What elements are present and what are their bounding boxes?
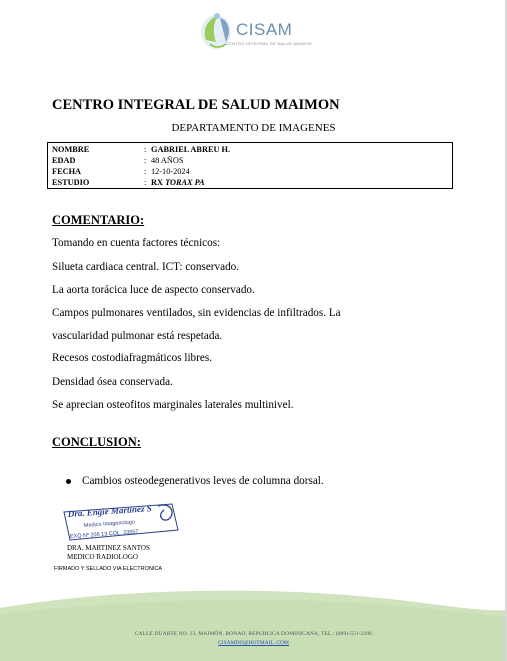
comment-heading: COMENTARIO: (52, 213, 145, 227)
comment-line: Campos pulmonares ventilados, sin evidencias de infiltrados. La (52, 307, 341, 319)
logo-wordmark: CISAM (236, 20, 293, 39)
comment-line: Se aprecian osteofitos marginales laterales multinivel. (52, 399, 294, 411)
logo-subtitle: CENTRO INTEGRAL DE SALUD MAIMON (226, 41, 312, 46)
comment-line: Silueta cardiaca central. ICT: conservado. (52, 261, 240, 273)
doctor-title: MEDICO RADIOLOGO (67, 553, 138, 561)
footer-address: CALLE DUARTE NO. 13, MAIMÓN, BONAO, REPUBLICA DOMINICANA, TEL.: (809)-551-2196 (134, 631, 373, 637)
cisam-logo (192, 8, 322, 54)
clinic-title: CENTRO INTEGRAL DE SALUD MAIMON (52, 97, 340, 113)
conclusion-heading: CONCLUSION: (52, 435, 141, 449)
patient-info-box: NOMBRE : GABRIEL ABREU H. EDAD : 48 AÑOS FECHA : 12-10-2024 ESTUDIO : RX TORAX PA (47, 142, 453, 189)
footer-email (0, 640, 507, 646)
comment-line: Tomando en cuenta factores técnicos: (52, 237, 221, 249)
comment-line: vascularidad pulmonar está respetada. (52, 330, 223, 342)
footer-wave (0, 580, 507, 661)
doctor-name: DRA. MARTINEZ SANTOS (67, 544, 150, 552)
signature-note: FIRMADO Y SELLADO VIA ELECTRONICA (54, 566, 162, 572)
doctor-stamp (60, 500, 180, 542)
conclusion-item: Cambios osteodegenerativos leves de columna dorsal. (82, 475, 324, 487)
svg-text:Medico Imagenologo: Medico Imagenologo (83, 519, 136, 529)
signature-stamp-icon (60, 500, 180, 542)
bullet-icon (66, 479, 71, 484)
svg-text:EXQ Nº 206 13 COL. 23557: EXQ Nº 206 13 COL. 23557 (69, 529, 139, 540)
comment-line: Recesos costodiafragmáticos libres. (52, 352, 212, 364)
comment-line: La aorta torácica luce de aspecto conservado. (52, 284, 255, 296)
email-link[interactable]: CISAMDO@HOTMAIL .COM (218, 640, 289, 646)
svg-text:Dra. Engie Martinez S: Dra. Engie Martinez S (67, 503, 152, 519)
department-title: DEPARTAMENTO DE IMAGENES (171, 122, 336, 134)
comment-line: Densidad ósea conservada. (52, 376, 173, 388)
cisam-emblem-icon (192, 8, 242, 54)
